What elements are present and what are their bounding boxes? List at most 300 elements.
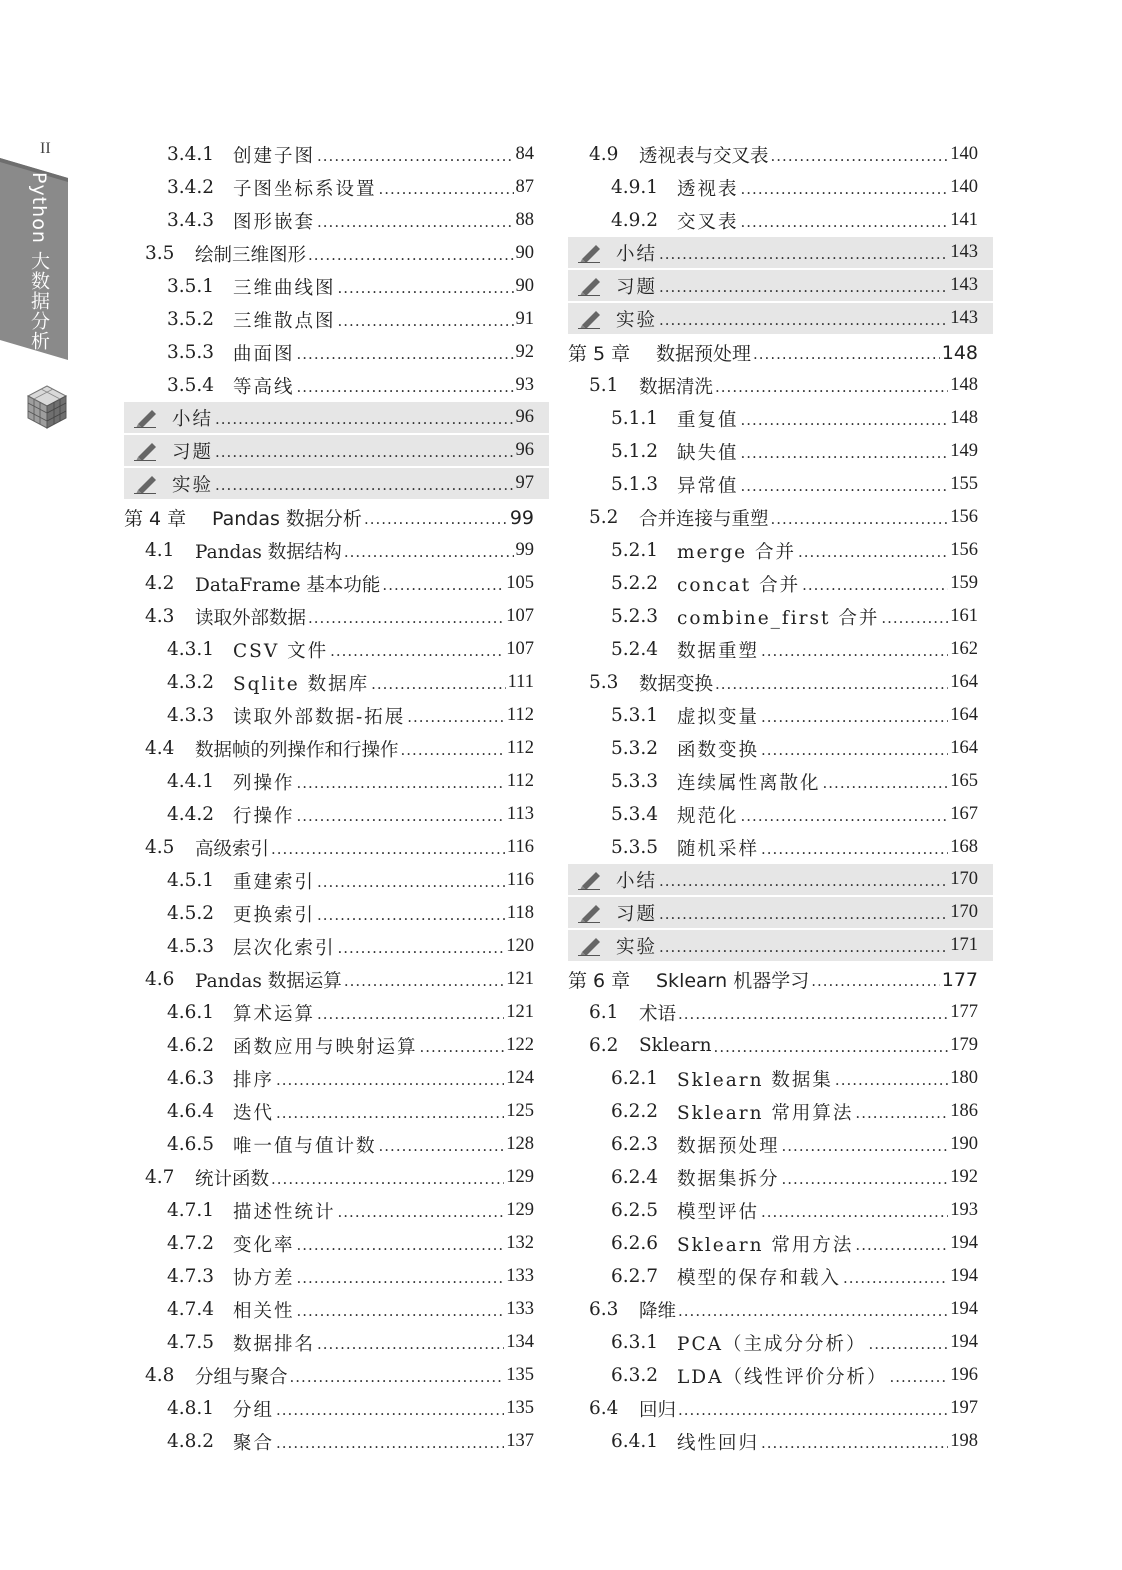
toc-entry-number: 4.4 <box>145 738 175 759</box>
pencil-icon <box>576 903 602 923</box>
toc-entry-row[interactable] <box>124 1062 534 1095</box>
toc-entry-number: 4.7.4 <box>167 1299 215 1320</box>
toc-entry-page: 149 <box>950 441 978 461</box>
toc-entry-title: PCA（主成分分析） <box>677 1333 867 1355</box>
toc-entry-number: 6.3 <box>589 1299 619 1320</box>
toc-entry-number: 4.6.1 <box>167 1002 215 1023</box>
toc-entry-title: 读取外部数据-拓展 <box>233 706 406 728</box>
toc-entry-row[interactable] <box>568 1062 978 1095</box>
toc-entry-row[interactable] <box>124 204 534 237</box>
toc-entry-title: 模型的保存和载入 <box>677 1267 842 1289</box>
toc-entry-row[interactable] <box>568 1095 978 1128</box>
toc-entry-page: 155 <box>950 474 978 494</box>
toc-entry-row[interactable] <box>568 1128 978 1161</box>
toc-entry-title: Sklearn <box>639 1035 712 1056</box>
toc-entry-row[interactable] <box>124 1128 534 1161</box>
toc-entry-row[interactable] <box>124 1227 534 1260</box>
toc-chapter-row[interactable] <box>568 336 978 369</box>
toc-entry-number: 4.7.5 <box>167 1332 215 1353</box>
toc-entry-page: 92 <box>515 342 534 362</box>
toc-leader-dots <box>297 1236 505 1254</box>
toc-entry-page: 90 <box>515 276 534 296</box>
toc-entry-number: 4.3.1 <box>167 639 215 660</box>
toc-entry-page: 180 <box>950 1068 978 1088</box>
pencil-icon <box>576 276 602 296</box>
toc-special-row[interactable] <box>124 435 549 468</box>
toc-leader-dots <box>843 1269 948 1287</box>
toc-entry-page: 143 <box>950 275 978 295</box>
pencil-icon <box>132 441 158 461</box>
toc-entry-row[interactable] <box>568 1260 978 1293</box>
toc-entry-page: 87 <box>515 177 534 197</box>
pencil-icon <box>132 474 158 494</box>
toc-special-row[interactable] <box>568 864 993 897</box>
toc-entry-number: 4.9.1 <box>611 177 659 198</box>
toc-entry-page: 132 <box>506 1233 534 1253</box>
toc-leader-dots <box>823 774 949 792</box>
toc-entry-number: 第 5 章 <box>568 343 631 365</box>
toc-entry-title: 规范化 <box>677 805 739 827</box>
toc-entry-title: LDA（线性评价分析） <box>677 1366 888 1388</box>
toc-entry-row[interactable] <box>124 666 534 699</box>
toc-entry-number: 5.2.3 <box>611 606 659 627</box>
toc-entry-row[interactable] <box>568 600 978 633</box>
toc-leader-dots <box>659 278 948 296</box>
toc-leader-dots <box>308 246 513 264</box>
toc-entry-title: 小结 <box>616 870 658 892</box>
toc-entry-row[interactable] <box>124 1161 534 1194</box>
toc-entry-page: 99 <box>515 540 534 560</box>
toc-entry-row[interactable] <box>124 699 534 732</box>
toc-entry-row[interactable] <box>124 831 534 864</box>
toc-entry-number: 5.1.3 <box>611 474 659 495</box>
toc-leader-dots <box>771 147 949 165</box>
toc-entry-page: 194 <box>950 1332 978 1352</box>
toc-entry-title: 等高线 <box>233 376 295 398</box>
toc-entry-page: 168 <box>950 837 978 857</box>
toc-entry-row[interactable] <box>568 1359 978 1392</box>
toc-entry-title: 透视表 <box>677 178 739 200</box>
toc-entry-row[interactable] <box>124 1293 534 1326</box>
toc-leader-dots <box>420 1038 505 1056</box>
toc-entry-page: 84 <box>515 144 534 164</box>
toc-leader-dots <box>338 279 514 297</box>
pencil-icon <box>576 870 602 890</box>
toc-chapter-row[interactable] <box>124 501 534 534</box>
toc-entry-title: 函数应用与映射运算 <box>233 1036 418 1058</box>
toc-entry-number: 5.3.5 <box>611 837 659 858</box>
toc-entry-number: 4.6.2 <box>167 1035 215 1056</box>
toc-entry-page: 96 <box>515 440 534 460</box>
toc-entry-title: 分组 <box>233 1399 275 1421</box>
pencil-icon <box>132 408 158 428</box>
toc-entry-row[interactable] <box>124 1029 534 1062</box>
toc-entry-title: 数据预处理 <box>656 343 752 365</box>
toc-entry-row[interactable] <box>568 666 978 699</box>
page-number: II <box>40 140 51 157</box>
toc-leader-dots <box>761 1434 948 1452</box>
toc-entry-row[interactable] <box>124 270 534 303</box>
toc-entry-title: 数据重塑 <box>677 640 760 662</box>
toc-leader-dots <box>297 1302 505 1320</box>
toc-entry-title: 重复值 <box>677 409 739 431</box>
toc-leader-dots <box>338 939 505 957</box>
toc-entry-page: 122 <box>506 1035 534 1055</box>
toc-leader-dots <box>379 1137 505 1155</box>
toc-entry-row[interactable] <box>124 1326 534 1359</box>
toc-entry-page: 134 <box>506 1332 534 1352</box>
toc-entry-row[interactable] <box>124 1392 534 1425</box>
toc-entry-number: 6.3.2 <box>611 1365 659 1386</box>
toc-entry-row[interactable] <box>568 567 978 600</box>
toc-entry-row[interactable] <box>568 1425 978 1458</box>
toc-entry-row[interactable] <box>124 1359 534 1392</box>
toc-entry-number: 5.1 <box>589 375 619 396</box>
toc-entry-number: 4.3.2 <box>167 672 215 693</box>
toc-entry-number: 3.4.3 <box>167 210 215 231</box>
toc-leader-dots <box>297 378 514 396</box>
toc-entry-number: 5.2.1 <box>611 540 659 561</box>
toc-entry-row[interactable] <box>568 435 978 468</box>
toc-entry-row[interactable] <box>124 567 534 600</box>
toc-entry-title: 三维曲线图 <box>233 277 336 299</box>
toc-leader-dots <box>802 576 948 594</box>
toc-entry-page: 167 <box>950 804 978 824</box>
toc-entry-page: 177 <box>941 968 978 991</box>
toc-special-row[interactable] <box>568 270 993 303</box>
toc-entry-page: 128 <box>506 1134 534 1154</box>
toc-entry-page: 141 <box>950 210 978 230</box>
toc-entry-title: 高级索引 <box>195 838 270 860</box>
toc-leader-dots <box>317 906 505 924</box>
toc-entry-page: 162 <box>950 639 978 659</box>
toc-entry-page: 148 <box>950 408 978 428</box>
toc-entry-row[interactable] <box>568 171 978 204</box>
toc-leader-dots <box>761 708 948 726</box>
toc-chapter-row[interactable] <box>568 963 978 996</box>
toc-leader-dots <box>761 642 948 660</box>
toc-entry-row[interactable] <box>124 171 534 204</box>
toc-leader-dots <box>382 576 504 594</box>
toc-entry-row[interactable] <box>124 1194 534 1227</box>
toc-entry-row[interactable] <box>568 501 978 534</box>
toc-entry-title: 层次化索引 <box>233 937 336 959</box>
toc-leader-dots <box>659 872 948 890</box>
toc-entry-title: 列操作 <box>233 772 295 794</box>
toc-entry-row[interactable] <box>124 732 534 765</box>
toc-entry-page: 156 <box>950 540 978 560</box>
toc-entry-row[interactable] <box>568 831 978 864</box>
toc-leader-dots <box>338 1203 505 1221</box>
toc-leader-dots <box>835 1071 948 1089</box>
toc-entry-row[interactable] <box>124 798 534 831</box>
toc-entry-row[interactable] <box>568 1029 978 1062</box>
toc-entry-title: 迭代 <box>233 1102 275 1124</box>
toc-entry-number: 5.3.2 <box>611 738 659 759</box>
toc-entry-title: 随机采样 <box>677 838 760 860</box>
toc-entry-row[interactable] <box>124 336 534 369</box>
toc-leader-dots <box>659 905 948 923</box>
toc-leader-dots <box>215 476 513 494</box>
toc-special-row[interactable] <box>124 402 549 435</box>
toc-entry-row[interactable] <box>124 633 534 666</box>
toc-entry-number: 6.3.1 <box>611 1332 659 1353</box>
toc-leader-dots <box>659 245 948 263</box>
toc-entry-title: Pandas 数据运算 <box>195 970 342 992</box>
toc-entry-number: 3.5.3 <box>167 342 215 363</box>
toc-entry-page: 196 <box>950 1365 978 1385</box>
toc-entry-number: 3.5 <box>145 243 175 264</box>
toc-entry-row[interactable] <box>124 534 534 567</box>
toc-entry-title: 线性回归 <box>677 1432 760 1454</box>
toc-leader-dots <box>753 345 940 363</box>
toc-entry-title: 缺失值 <box>677 442 739 464</box>
toc-leader-dots <box>659 311 948 329</box>
toc-entry-page: 164 <box>950 705 978 725</box>
toc-entry-page: 161 <box>950 606 978 626</box>
toc-entry-title: Sklearn 常用方法 <box>677 1234 854 1256</box>
toc-leader-dots <box>290 1368 505 1386</box>
toc-entry-title: 图形嵌套 <box>233 211 316 233</box>
toc-entry-row[interactable] <box>568 1392 978 1425</box>
toc-leader-dots <box>317 873 505 891</box>
toc-leader-dots <box>344 543 514 561</box>
toc-entry-row[interactable] <box>568 1161 978 1194</box>
toc-leader-dots <box>715 378 948 396</box>
toc-leader-dots <box>297 774 505 792</box>
toc-leader-dots <box>811 972 940 990</box>
toc-entry-page: 93 <box>515 375 534 395</box>
toc-entry-row[interactable] <box>568 732 978 765</box>
toc-entry-page: 137 <box>506 1431 534 1451</box>
toc-entry-page: 112 <box>506 705 534 725</box>
toc-entry-title: 实验 <box>616 309 658 331</box>
toc-entry-row[interactable] <box>568 369 978 402</box>
toc-entry-row[interactable] <box>124 1425 534 1458</box>
toc-special-row[interactable] <box>124 468 549 501</box>
toc-entry-title: 习题 <box>616 276 658 298</box>
toc-entry-number: 4.1 <box>145 540 175 561</box>
toc-entry-number: 第 6 章 <box>568 970 631 992</box>
toc-entry-title: 虚拟变量 <box>677 706 760 728</box>
toc-leader-dots <box>741 444 949 462</box>
toc-entry-row[interactable] <box>568 468 978 501</box>
toc-leader-dots <box>678 1401 948 1419</box>
toc-entry-number: 4.5.1 <box>167 870 215 891</box>
toc-entry-number: 4.8.2 <box>167 1431 215 1452</box>
toc-leader-dots <box>868 1335 948 1353</box>
toc-entry-title: 模型评估 <box>677 1201 760 1223</box>
toc-entry-title: 读取外部数据 <box>195 607 307 629</box>
toc-column-left <box>124 138 534 1458</box>
toc-entry-number: 6.2 <box>589 1035 619 1056</box>
toc-leader-dots <box>678 1005 948 1023</box>
toc-entry-number: 3.4.1 <box>167 144 215 165</box>
toc-entry-number: 4.7.2 <box>167 1233 215 1254</box>
toc-entry-page: 112 <box>506 738 534 758</box>
toc-entry-page: 105 <box>506 573 534 593</box>
toc-entry-page: 164 <box>950 738 978 758</box>
toc-leader-dots <box>317 213 513 231</box>
toc-entry-row[interactable] <box>568 1194 978 1227</box>
toc-entry-row[interactable] <box>568 534 978 567</box>
toc-leader-dots <box>761 840 948 858</box>
toc-entry-row[interactable] <box>124 600 534 633</box>
toc-leader-dots <box>317 1335 504 1353</box>
toc-entry-title: DataFrame 基本功能 <box>195 574 381 596</box>
toc-entry-title: 习题 <box>616 903 658 925</box>
toc-entry-row[interactable] <box>124 369 534 402</box>
toc-entry-number: 4.8.1 <box>167 1398 215 1419</box>
toc-leader-dots <box>379 180 514 198</box>
toc-entry-number: 4.6.3 <box>167 1068 215 1089</box>
toc-column-right <box>568 138 978 1458</box>
toc-entry-row[interactable] <box>568 798 978 831</box>
toc-entry-title: 数据变换 <box>639 673 714 695</box>
toc-entry-title: 小结 <box>172 408 214 430</box>
toc-entry-number: 6.2.3 <box>611 1134 659 1155</box>
toc-entry-row[interactable] <box>124 897 534 930</box>
toc-leader-dots <box>407 708 505 726</box>
toc-entry-page: 148 <box>941 341 978 364</box>
toc-leader-dots <box>889 1368 948 1386</box>
toc-entry-number: 6.2.7 <box>611 1266 659 1287</box>
toc-entry-title: Sklearn 常用算法 <box>677 1102 854 1124</box>
toc-entry-number: 4.4.1 <box>167 771 215 792</box>
toc-leader-dots <box>741 213 949 231</box>
toc-entry-number: 3.4.2 <box>167 177 215 198</box>
toc-special-row[interactable] <box>568 303 993 336</box>
toc-leader-dots <box>782 1170 949 1188</box>
toc-entry-row[interactable] <box>124 1260 534 1293</box>
toc-entry-number: 6.2.1 <box>611 1068 659 1089</box>
toc-entry-title: Sklearn 数据集 <box>677 1069 833 1091</box>
toc-entry-row[interactable] <box>124 303 534 336</box>
toc-entry-title: 相关性 <box>233 1300 295 1322</box>
toc-entry-number: 4.7.1 <box>167 1200 215 1221</box>
toc-entry-page: 194 <box>950 1299 978 1319</box>
toc-entry-number: 4.5 <box>145 837 175 858</box>
toc-entry-row[interactable] <box>568 138 978 171</box>
toc-entry-title: 数据排名 <box>233 1333 316 1355</box>
toc-leader-dots <box>855 1104 948 1122</box>
toc-entry-row[interactable] <box>124 930 534 963</box>
toc-entry-page: 107 <box>506 606 534 626</box>
toc-entry-title: 协方差 <box>233 1267 295 1289</box>
toc-entry-row[interactable] <box>568 1326 978 1359</box>
toc-entry-number: 6.2.6 <box>611 1233 659 1254</box>
toc-entry-row[interactable] <box>568 402 978 435</box>
toc-entry-title: 变化率 <box>233 1234 295 1256</box>
toc-entry-page: 111 <box>507 672 534 692</box>
toc-leader-dots <box>344 972 504 990</box>
toc-entry-page: 116 <box>506 870 534 890</box>
toc-leader-dots <box>741 477 949 495</box>
toc-entry-row[interactable] <box>124 138 534 171</box>
toc-leader-dots <box>215 443 513 461</box>
toc-entry-row[interactable] <box>568 633 978 666</box>
toc-entry-title: 重建索引 <box>233 871 316 893</box>
toc-special-row[interactable] <box>568 237 993 270</box>
toc-entry-title: Pandas 数据结构 <box>195 541 342 563</box>
toc-entry-number: 4.9.2 <box>611 210 659 231</box>
toc-special-row[interactable] <box>568 897 993 930</box>
pencil-icon <box>576 243 602 263</box>
toc-entry-row[interactable] <box>124 765 534 798</box>
toc-entry-number: 6.4.1 <box>611 1431 659 1452</box>
toc-entry-page: 197 <box>950 1398 978 1418</box>
toc-entry-page: 116 <box>506 837 534 857</box>
toc-entry-row[interactable] <box>568 765 978 798</box>
toc-entry-number: 5.3.1 <box>611 705 659 726</box>
toc-entry-title: 回归 <box>639 1399 677 1421</box>
toc-entry-row[interactable] <box>568 204 978 237</box>
toc-leader-dots <box>297 1269 505 1287</box>
toc-entry-row[interactable] <box>124 237 534 270</box>
toc-entry-row[interactable] <box>568 699 978 732</box>
toc-entry-page: 140 <box>950 144 978 164</box>
toc-entry-row[interactable] <box>124 996 534 1029</box>
toc-entry-title: 习题 <box>172 441 214 463</box>
toc-entry-page: 125 <box>506 1101 534 1121</box>
toc-entry-title: 聚合 <box>233 1432 275 1454</box>
toc-special-row[interactable] <box>568 930 993 963</box>
toc-entry-title: 子图坐标系设置 <box>233 178 377 200</box>
cube-icon <box>24 384 70 430</box>
toc-entry-row[interactable] <box>568 996 978 1029</box>
toc-entry-row[interactable] <box>124 963 534 996</box>
toc-entry-number: 4.4.2 <box>167 804 215 825</box>
toc-entry-number: 4.2 <box>145 573 175 594</box>
toc-entry-title: 数据清洗 <box>639 376 714 398</box>
toc-entry-title: 函数变换 <box>677 739 760 761</box>
toc-entry-row[interactable] <box>124 1095 534 1128</box>
toc-entry-row[interactable] <box>124 864 534 897</box>
toc-entry-number: 4.7.3 <box>167 1266 215 1287</box>
toc-entry-number: 4.3.3 <box>167 705 215 726</box>
toc-entry-page: 120 <box>506 936 534 956</box>
toc-entry-title: 交叉表 <box>677 211 739 233</box>
toc-entry-row[interactable] <box>568 1293 978 1326</box>
toc-entry-number: 4.7 <box>145 1167 175 1188</box>
toc-entry-title: 统计函数 <box>195 1168 270 1190</box>
toc-entry-title: 创建子图 <box>233 145 316 167</box>
toc-entry-title: 绘制三维图形 <box>195 244 307 266</box>
toc-leader-dots <box>371 675 505 693</box>
toc-entry-page: 143 <box>950 242 978 262</box>
toc-entry-page: 198 <box>950 1431 978 1451</box>
toc-entry-title: CSV 文件 <box>233 640 329 662</box>
toc-entry-title: Sklearn 机器学习 <box>656 970 810 992</box>
toc-entry-page: 121 <box>506 1002 534 1022</box>
toc-entry-page: 164 <box>950 672 978 692</box>
toc-entry-page: 121 <box>506 969 534 989</box>
toc-entry-page: 96 <box>515 407 534 427</box>
toc-entry-number: 5.2.4 <box>611 639 659 660</box>
toc-entry-page: 179 <box>950 1035 978 1055</box>
toc-leader-dots <box>271 1170 504 1188</box>
toc-entry-title: 连续属性离散化 <box>677 772 821 794</box>
toc-leader-dots <box>317 1005 504 1023</box>
toc-leader-dots <box>741 807 949 825</box>
toc-entry-title: 三维散点图 <box>233 310 336 332</box>
toc-entry-number: 6.2.2 <box>611 1101 659 1122</box>
toc-entry-number: 4.6.4 <box>167 1101 215 1122</box>
toc-entry-page: 156 <box>950 507 978 527</box>
toc-entry-row[interactable] <box>568 1227 978 1260</box>
toc-entry-page: 129 <box>506 1200 534 1220</box>
toc-leader-dots <box>276 1071 504 1089</box>
